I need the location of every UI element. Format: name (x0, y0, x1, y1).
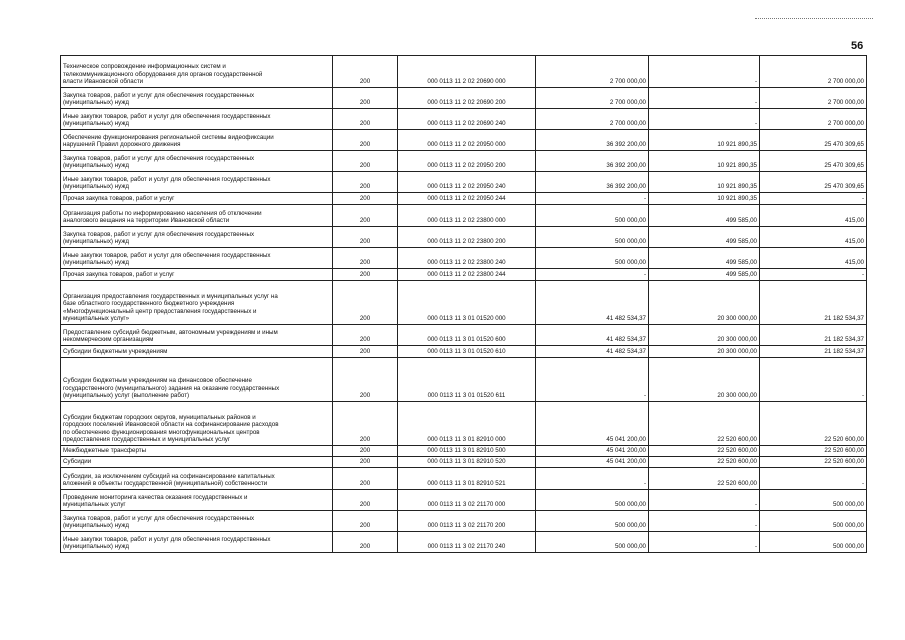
table-row (61, 457, 867, 468)
row-remaining-amount: 2 700 000,00 (760, 109, 867, 130)
row-budget-code: 000 0113 11 3 02 21170 240 (398, 532, 536, 553)
row-remaining-amount: 415,00 (760, 205, 867, 227)
row-executed-amount: 20 300 000,00 (649, 281, 760, 325)
row-admin-code: 200 (333, 227, 398, 248)
row-approved-amount: 2 700 000,00 (536, 56, 649, 88)
row-budget-code: 000 0113 11 3 02 21170 000 (398, 490, 536, 511)
table-row (61, 56, 867, 88)
row-name: Закупка товаров, работ и услуг для обеспечения государственных (муниципальных) нужд (61, 511, 333, 532)
table-row (61, 346, 867, 358)
row-name: Организация предоставления государственных и муниципальных услуг на базе областного государственного бюджетного учреждения «Многофункциональный центр предоставления государственных и муниципальных услуг» (61, 281, 333, 325)
row-approved-amount: 36 392 200,00 (536, 172, 649, 193)
row-admin-code: 200 (333, 358, 398, 402)
row-executed-amount: 22 520 600,00 (649, 468, 760, 490)
row-remaining-amount: 22 520 600,00 (760, 457, 867, 468)
row-name: Иные закупки товаров, работ и услуг для обеспечения государственных (муниципальных) нужд (61, 109, 333, 130)
row-name: Субсидии (61, 457, 333, 468)
table-row (61, 269, 867, 281)
row-admin-code: 200 (333, 281, 398, 325)
row-executed-amount: 20 300 000,00 (649, 358, 760, 402)
table-row (61, 446, 867, 457)
row-name: Иные закупки товаров, работ и услуг для обеспечения государственных (муниципальных) нужд (61, 172, 333, 193)
table-row (61, 193, 867, 205)
row-admin-code: 200 (333, 205, 398, 227)
row-approved-amount: 500 000,00 (536, 532, 649, 553)
table-row (61, 172, 867, 193)
row-remaining-amount: 22 520 600,00 (760, 402, 867, 446)
row-name: Закупка товаров, работ и услуг для обеспечения государственных (муниципальных) нужд (61, 88, 333, 109)
row-admin-code: 200 (333, 56, 398, 88)
row-executed-amount: 22 520 600,00 (649, 457, 760, 468)
row-approved-amount: 500 000,00 (536, 511, 649, 532)
row-remaining-amount: 21 182 534,37 (760, 346, 867, 358)
row-approved-amount: 500 000,00 (536, 205, 649, 227)
row-admin-code: 200 (333, 172, 398, 193)
table-row (61, 151, 867, 172)
row-budget-code: 000 0113 11 2 02 20950 240 (398, 172, 536, 193)
row-approved-amount: - (536, 358, 649, 402)
row-budget-code: 000 0113 11 2 02 20690 240 (398, 109, 536, 130)
row-name: Иные закупки товаров, работ и услуг для обеспечения государственных (муниципальных) нужд (61, 248, 333, 269)
row-approved-amount: 41 482 534,37 (536, 346, 649, 358)
row-approved-amount: 36 392 200,00 (536, 130, 649, 151)
row-name: Организация работы по информированию населения об отключении аналогового вещания на территории Ивановской области (61, 205, 333, 227)
row-approved-amount: 500 000,00 (536, 227, 649, 248)
row-remaining-amount: - (760, 358, 867, 402)
row-budget-code: 000 0113 11 3 01 82910 500 (398, 446, 536, 457)
row-executed-amount: 20 300 000,00 (649, 346, 760, 358)
row-budget-code: 000 0113 11 3 01 01520 600 (398, 325, 536, 346)
row-remaining-amount: 25 470 309,65 (760, 151, 867, 172)
row-name: Межбюджетные трансферты (61, 446, 333, 457)
row-admin-code: 200 (333, 269, 398, 281)
row-budget-code: 000 0113 11 2 02 20690 000 (398, 56, 536, 88)
row-budget-code: 000 0113 11 2 02 23800 200 (398, 227, 536, 248)
row-name: Обеспечение функционирования региональной системы видеофиксации нарушений Правил дорожного движения (61, 130, 333, 151)
row-executed-amount: 10 921 890,35 (649, 130, 760, 151)
row-budget-code: 000 0113 11 3 01 82910 000 (398, 402, 536, 446)
table-row (61, 358, 867, 402)
table-row (61, 88, 867, 109)
row-admin-code: 200 (333, 402, 398, 446)
row-name: Техническое сопровождение информационных систем и телекоммуникационного оборудования для органов государственной власти Ивановской области (61, 56, 333, 88)
row-executed-amount: 20 300 000,00 (649, 325, 760, 346)
table-row (61, 248, 867, 269)
row-budget-code: 000 0113 11 3 02 21170 200 (398, 511, 536, 532)
row-admin-code: 200 (333, 248, 398, 269)
row-admin-code: 200 (333, 490, 398, 511)
row-remaining-amount: 21 182 534,37 (760, 325, 867, 346)
row-admin-code: 200 (333, 457, 398, 468)
row-approved-amount: 41 482 534,37 (536, 325, 649, 346)
row-budget-code: 000 0113 11 2 02 23800 240 (398, 248, 536, 269)
row-budget-code: 000 0113 11 3 01 01520 000 (398, 281, 536, 325)
row-budget-code: 000 0113 11 2 02 20950 244 (398, 193, 536, 205)
row-executed-amount: - (649, 88, 760, 109)
row-name: Проведение мониторинга качества оказания государственных и муниципальных услуг (61, 490, 333, 511)
row-executed-amount: 10 921 890,35 (649, 151, 760, 172)
row-remaining-amount: 415,00 (760, 227, 867, 248)
table-row (61, 468, 867, 490)
row-remaining-amount: 25 470 309,65 (760, 130, 867, 151)
row-budget-code: 000 0113 11 3 01 01520 611 (398, 358, 536, 402)
page-number: 56 (851, 40, 864, 52)
row-approved-amount: 45 041 200,00 (536, 402, 649, 446)
row-approved-amount: - (536, 468, 649, 490)
row-approved-amount: 500 000,00 (536, 248, 649, 269)
row-remaining-amount: - (760, 468, 867, 490)
row-remaining-amount: 25 470 309,65 (760, 172, 867, 193)
row-executed-amount: - (649, 532, 760, 553)
table-row (61, 325, 867, 346)
row-executed-amount: 10 921 890,35 (649, 172, 760, 193)
row-name: Субсидии бюджетным учреждениям на финансовое обеспечение государственного (муниципального) задания на оказание государственных (муниципальных) услуг (выполнение работ) (61, 358, 333, 402)
row-admin-code: 200 (333, 468, 398, 490)
row-approved-amount: - (536, 269, 649, 281)
row-admin-code: 200 (333, 325, 398, 346)
row-approved-amount: 45 041 200,00 (536, 457, 649, 468)
table-row (61, 402, 867, 446)
row-approved-amount: 36 392 200,00 (536, 151, 649, 172)
table-row (61, 490, 867, 511)
row-remaining-amount: 2 700 000,00 (760, 56, 867, 88)
row-remaining-amount: 500 000,00 (760, 511, 867, 532)
row-name: Иные закупки товаров, работ и услуг для обеспечения государственных (муниципальных) нужд (61, 532, 333, 553)
row-executed-amount: 499 585,00 (649, 227, 760, 248)
row-remaining-amount: 500 000,00 (760, 532, 867, 553)
row-executed-amount: 499 585,00 (649, 248, 760, 269)
scan-header-line (755, 18, 873, 20)
row-admin-code: 200 (333, 446, 398, 457)
row-name: Закупка товаров, работ и услуг для обеспечения государственных (муниципальных) нужд (61, 227, 333, 248)
table-row (61, 511, 867, 532)
row-remaining-amount: 500 000,00 (760, 490, 867, 511)
table-row (61, 205, 867, 227)
row-remaining-amount: 22 520 600,00 (760, 446, 867, 457)
row-admin-code: 200 (333, 88, 398, 109)
row-name: Предоставление субсидий бюджетным, автономным учреждениям и иным некоммерческим организациям (61, 325, 333, 346)
row-name: Прочая закупка товаров, работ и услуг (61, 193, 333, 205)
row-name: Субсидии бюджетным учреждениям (61, 346, 333, 358)
row-remaining-amount: 21 182 534,37 (760, 281, 867, 325)
row-remaining-amount: - (760, 269, 867, 281)
row-budget-code: 000 0113 11 3 01 01520 610 (398, 346, 536, 358)
row-name: Прочая закупка товаров, работ и услуг (61, 269, 333, 281)
table-row (61, 130, 867, 151)
row-admin-code: 200 (333, 346, 398, 358)
row-budget-code: 000 0113 11 3 01 82910 520 (398, 457, 536, 468)
row-approved-amount: 2 700 000,00 (536, 109, 649, 130)
row-budget-code: 000 0113 11 2 02 23800 000 (398, 205, 536, 227)
row-approved-amount: 45 041 200,00 (536, 446, 649, 457)
row-name: Субсидии, за исключением субсидий на софинансирование капитальных вложений в объекты государственной (муниципальной) собственности (61, 468, 333, 490)
row-approved-amount: 500 000,00 (536, 490, 649, 511)
row-executed-amount: 22 520 600,00 (649, 446, 760, 457)
row-approved-amount: - (536, 193, 649, 205)
table-row (61, 227, 867, 248)
row-remaining-amount: 415,00 (760, 248, 867, 269)
table-row (61, 281, 867, 325)
row-executed-amount: 10 921 890,35 (649, 193, 760, 205)
row-executed-amount: 499 585,00 (649, 269, 760, 281)
row-name: Субсидии бюджетам городских округов, муниципальных районов и городских поселений Ивановской области на софинансирование расходов по обеспечению функционирования многофункциональных центров предоставления государственных и муниципальных услуг (61, 402, 333, 446)
row-executed-amount: - (649, 109, 760, 130)
row-admin-code: 200 (333, 151, 398, 172)
row-budget-code: 000 0113 11 2 02 20690 200 (398, 88, 536, 109)
row-admin-code: 200 (333, 532, 398, 553)
row-executed-amount: - (649, 56, 760, 88)
row-budget-code: 000 0113 11 3 01 82910 521 (398, 468, 536, 490)
row-remaining-amount: 2 700 000,00 (760, 88, 867, 109)
row-name: Закупка товаров, работ и услуг для обеспечения государственных (муниципальных) нужд (61, 151, 333, 172)
row-executed-amount: 499 585,00 (649, 205, 760, 227)
row-executed-amount: 22 520 600,00 (649, 402, 760, 446)
budget-table (60, 55, 867, 553)
row-executed-amount: - (649, 490, 760, 511)
row-admin-code: 200 (333, 193, 398, 205)
row-executed-amount: - (649, 511, 760, 532)
row-admin-code: 200 (333, 511, 398, 532)
row-remaining-amount: - (760, 193, 867, 205)
row-approved-amount: 41 482 534,37 (536, 281, 649, 325)
table-row (61, 532, 867, 553)
row-budget-code: 000 0113 11 2 02 23800 244 (398, 269, 536, 281)
row-approved-amount: 2 700 000,00 (536, 88, 649, 109)
row-budget-code: 000 0113 11 2 02 20950 200 (398, 151, 536, 172)
row-budget-code: 000 0113 11 2 02 20950 000 (398, 130, 536, 151)
table-row (61, 109, 867, 130)
row-admin-code: 200 (333, 109, 398, 130)
row-admin-code: 200 (333, 130, 398, 151)
